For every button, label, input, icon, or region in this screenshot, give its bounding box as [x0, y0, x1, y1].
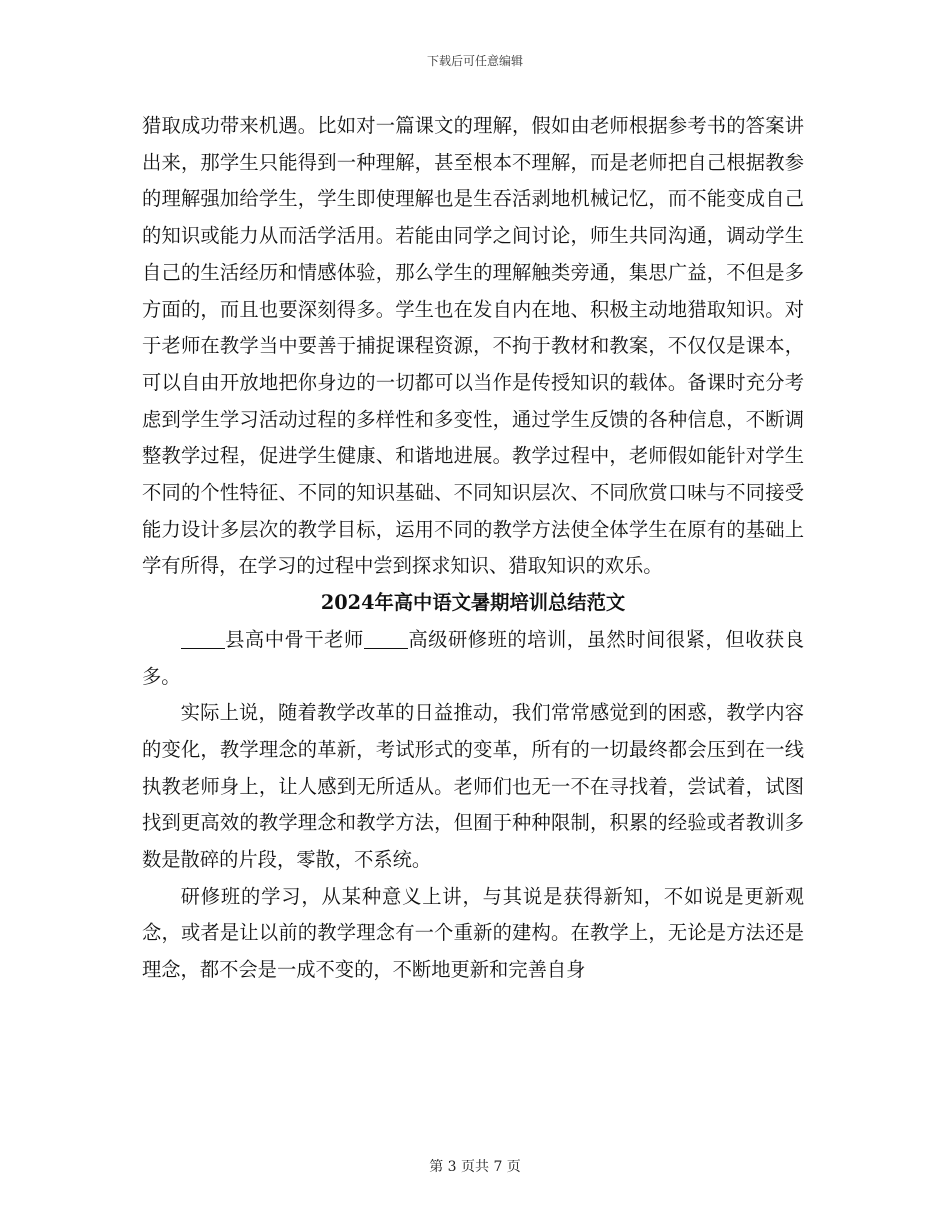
paragraph-study: 研修班的学习，从某种意义上讲，与其说是获得新知，不如说是更新观念，或者是让以前的教学理念有一个重新的建构。在教学上，无论是方法还是理念，都不会是一成不变的，不断地更新和完善自身 [142, 884, 804, 982]
document-body [142, 108, 804, 989]
section-title: 2024年高中语文暑期培训总结范文 [320, 591, 626, 615]
intro-text-2: 高级研修班的培训，虽然时间很紧，但收获良多。 [142, 627, 805, 688]
blank-underline [364, 629, 408, 649]
paragraph-continuation: 猎取成功带来机遇。比如对一篇课文的理解，假如由老师根据参考书的答案讲出来，那学生只能得到一种理解，甚至根本不理解，而是老师把自己根据教参的理解强加给学生，学生即使理解也是生吞活剥地机械记忆，而不能变成自己的知识或能力从而活学活用。若能由同学之间讨论，师生共同沟通，调动学生自己的生活经历和情感体验，那么学生的理解触类旁通，集思广益，不但是多方面的，而且也要深刻得多。学生也在发自内在地、积极主动地猎取知识。对于老师在教学当中要善于捕捉课程资源，不拘于教材和教案，不仅仅是课本，可以自由开放地把你身边的一切都可以当作是传授知识的载体。备课时充分考虑到学生学习活动过程的多样性和多变性，通过学生反馈的各种信息，不断调整教学过程，促进学生健康、和谐地进展。教学过程中，老师假如能针对学生不同的个性特征、不同的知识基础、不同知识层次、不同欣赏口味与不同接受能力设计多层次的教学目标，运用不同的教学方法使全体学生在原有的基础上学有所得，在学习的过程中尝到探求知识、猎取知识的欢乐。 [142, 114, 804, 578]
page-header: 下载后可任意编辑 [426, 54, 523, 68]
blank-underline [181, 629, 225, 649]
page-number: 第 3 页共 7 页 [429, 1159, 521, 1175]
paragraph-reality: 实际上说，随着教学改革的日益推动，我们常常感觉到的困惑，教学内容的变化，教学理念的革新，考试形式的变革，所有的一切最终都会压到在一线执教老师身上，让人感到无所适从。老师们也无一不在寻找着，尝试着，试图找到更高效的教学理念和教学方法，但囿于种种限制，积累的经验或者教训多数是散碎的片段，零散，不系统。 [142, 701, 804, 872]
paragraph-intro [142, 622, 804, 695]
intro-text-1: 县高中骨干老师 [224, 627, 364, 651]
